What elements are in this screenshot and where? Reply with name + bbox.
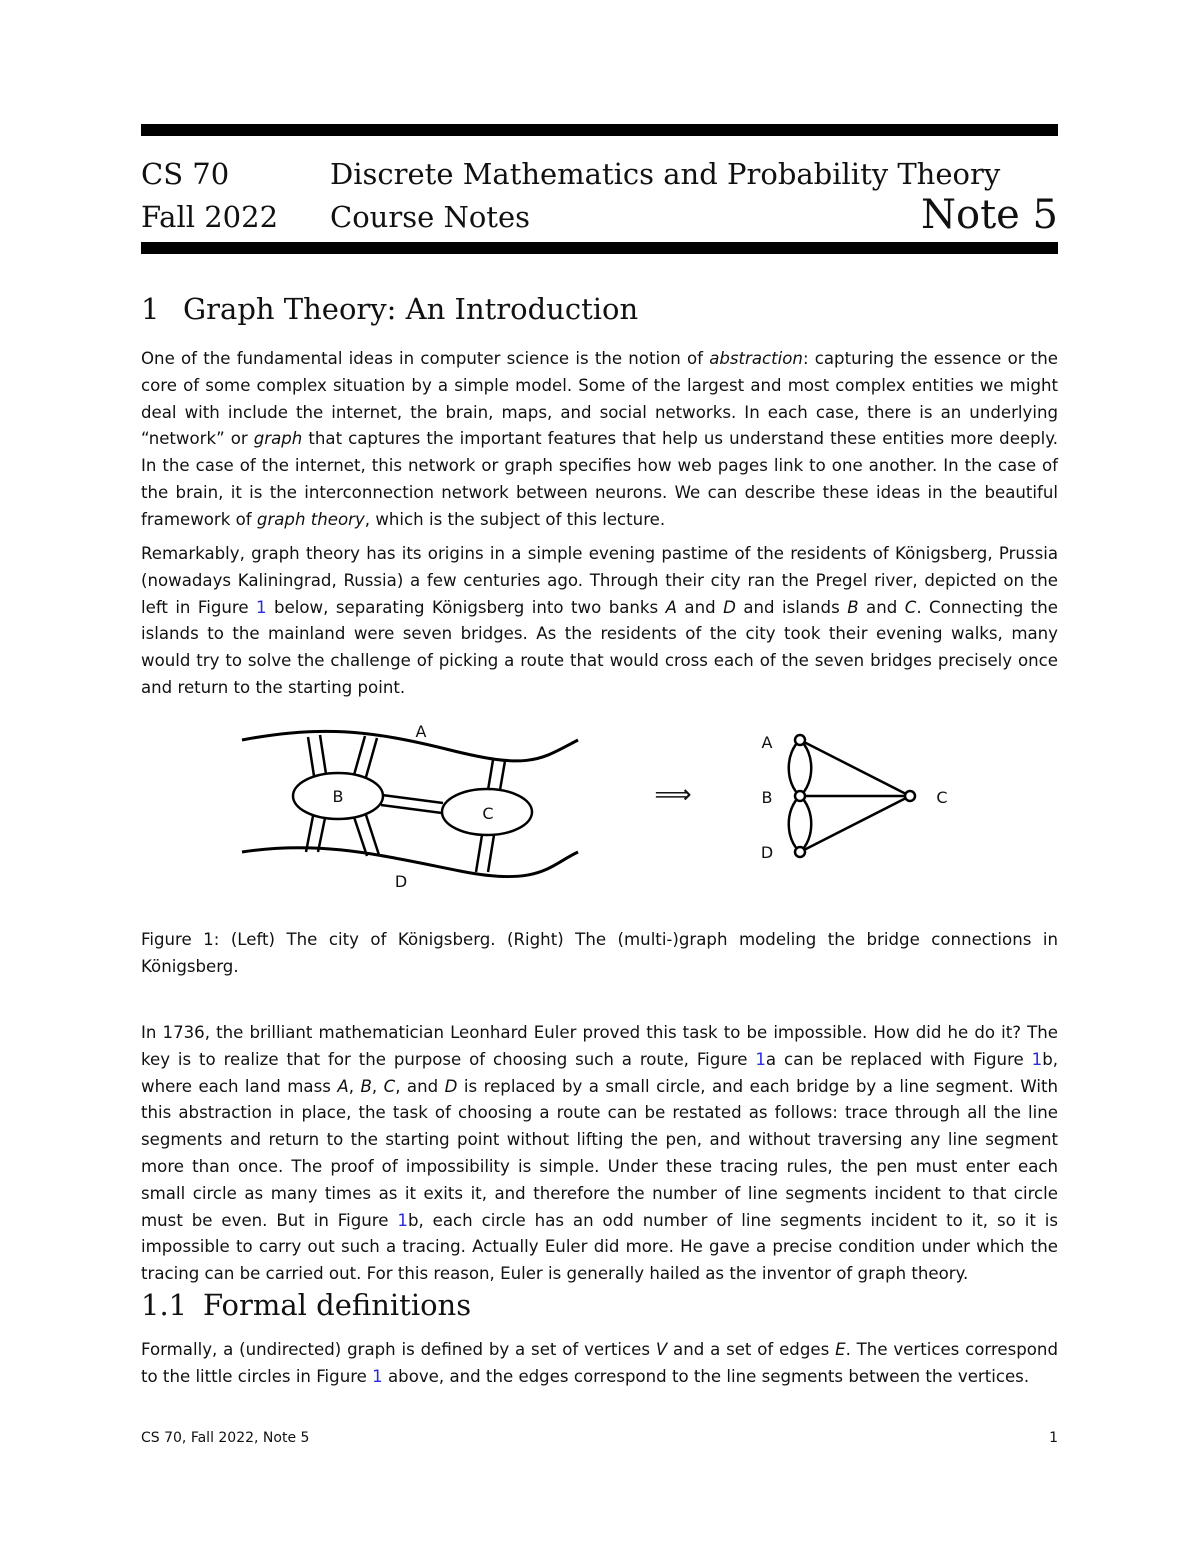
graph-edge xyxy=(789,740,800,796)
header-top-rule xyxy=(141,124,1058,136)
graph-edge xyxy=(789,796,800,852)
right-label-d: D xyxy=(760,843,774,862)
note-number: Note 5 xyxy=(921,192,1058,238)
left-label-a: A xyxy=(415,722,427,741)
graph-vertex-d xyxy=(795,847,805,857)
river-bank-top xyxy=(242,731,578,761)
section-number: 1 xyxy=(141,292,160,326)
figure-reference-link[interactable]: 1 xyxy=(372,1366,383,1386)
bridge xyxy=(320,735,326,774)
caption-label: Figure 1: xyxy=(141,930,220,949)
bridge xyxy=(488,760,493,790)
bridge xyxy=(488,835,494,872)
right-label-c: C xyxy=(936,788,948,807)
figure-reference-link[interactable]: 1 xyxy=(755,1049,766,1069)
right-label-b: B xyxy=(761,788,773,807)
subsection-number: 1.1 xyxy=(141,1288,188,1322)
graph-vertex-a xyxy=(795,735,805,745)
left-label-d: D xyxy=(394,872,408,891)
graph-vertex-c xyxy=(905,791,915,801)
bridge xyxy=(366,815,379,855)
figure-reference-link[interactable]: 1 xyxy=(1031,1049,1043,1069)
graph-edge xyxy=(800,740,811,796)
course-code: CS 70 xyxy=(141,157,230,191)
figure-reference-link[interactable]: 1 xyxy=(256,597,267,617)
course-title: Discrete Mathematics and Probability Theory xyxy=(330,157,1001,191)
graph-edge xyxy=(800,740,910,796)
paragraph-euler: In 1736, the brilliant mathematician Leonhard Euler proved this task to be impossible. How did he do it? The key is to realize that for the purpose of choosing such a route, Figure 1a can be replaced with Figure 1b, where each land mass A, B, C, and D is replaced by a small circle, and each bridge by a line segment. With this abstraction in place, the task of choosing a route can be restated as follows: trace through all the line segments and return to the starting point without lifting the pen, and without traversing any line segment more than once. The proof of impossibility is simple. Under these tracing rules, the pen must enter each small circle as many times as it exits it, and therefore the number of line segments incident to that circle must be even. But in Figure 1b, each circle has an odd number of line segments incident to it, so it is impossible to carry out such a tracing. Actually Euler did more. He gave a precise condition under which the tracing can be carried out. For this reason, Euler is generally hailed as the inventor of graph theory. xyxy=(141,1023,1059,1284)
graph-edge xyxy=(800,796,811,852)
header-bottom-rule xyxy=(141,242,1058,254)
implies-arrow: ⟹ xyxy=(654,780,692,810)
section-title: Graph Theory: An Introduction xyxy=(183,292,639,326)
bridge xyxy=(354,817,367,856)
left-label-c: C xyxy=(482,804,494,823)
figure-reference-link[interactable]: 1 xyxy=(397,1210,408,1230)
bridge xyxy=(354,736,365,775)
course-term: Fall 2022 xyxy=(141,200,279,234)
river-bank-bottom xyxy=(242,848,578,877)
section-heading xyxy=(141,292,638,326)
right-label-a: A xyxy=(761,733,773,752)
bridge xyxy=(308,737,314,776)
subsection-heading xyxy=(141,1288,471,1322)
graph-vertex-b xyxy=(795,791,805,801)
caption-text: (Left) The city of Königsberg. (Right) The (multi-)graph modeling the bridge connections in Königsberg. xyxy=(141,930,1058,976)
konigsberg-figure-svg xyxy=(230,715,970,895)
konigsberg-figure xyxy=(230,715,970,895)
paragraph-formal-definition: Formally, a (undirected) graph is defined by a set of vertices V and a set of edges E. The vertices correspond to the little circles in Figure 1 above, and the edges correspond to the line segments between the vertices. xyxy=(141,1340,1058,1386)
left-label-b: B xyxy=(332,787,344,806)
bridge xyxy=(366,738,377,777)
course-subtitle: Course Notes xyxy=(330,200,530,234)
bridge xyxy=(500,761,505,790)
footer-course-note: CS 70, Fall 2022, Note 5 xyxy=(141,1430,310,1446)
bridge xyxy=(381,805,442,813)
paragraph-abstraction: One of the fundamental ideas in computer science is the notion of abstraction: capturing the essence or the core of some complex situation by a simple model. Some of the largest and most complex entities we might deal with include the internet, the brain, maps, and social networks. In each case, there is an underlying “network” or graph that captures the important features that help us understand these entities more deeply. In the case of the internet, this network or graph specifies how web pages link to one another. In the case of the brain, it is the interconnection network between neurons. We can describe these ideas in the beautiful framework of graph theory, which is the subject of this lecture. xyxy=(141,349,1059,529)
bridge xyxy=(382,795,443,803)
paragraph-konigsberg: Remarkably, graph theory has its origins in a simple evening pastime of the residents of Königsberg, Prussia (nowadays Kaliningrad, Russia) a few centuries ago. Through their city ran the Pregel river, depicted on the left in Figure 1 below, separating Königsberg into two banks A and D and islands B and C. Connecting the islands to the mainland were seven bridges. As the residents of the city took their evening walks, many would try to solve the challenge of picking a route that would cross each of the seven bridges precisely once and return to the starting point. xyxy=(141,544,1058,697)
figure-caption xyxy=(141,927,1058,981)
bridge xyxy=(476,835,482,872)
graph-edge xyxy=(800,796,910,852)
subsection-title: Formal definitions xyxy=(203,1288,472,1322)
footer-page-number: 1 xyxy=(1049,1430,1058,1446)
